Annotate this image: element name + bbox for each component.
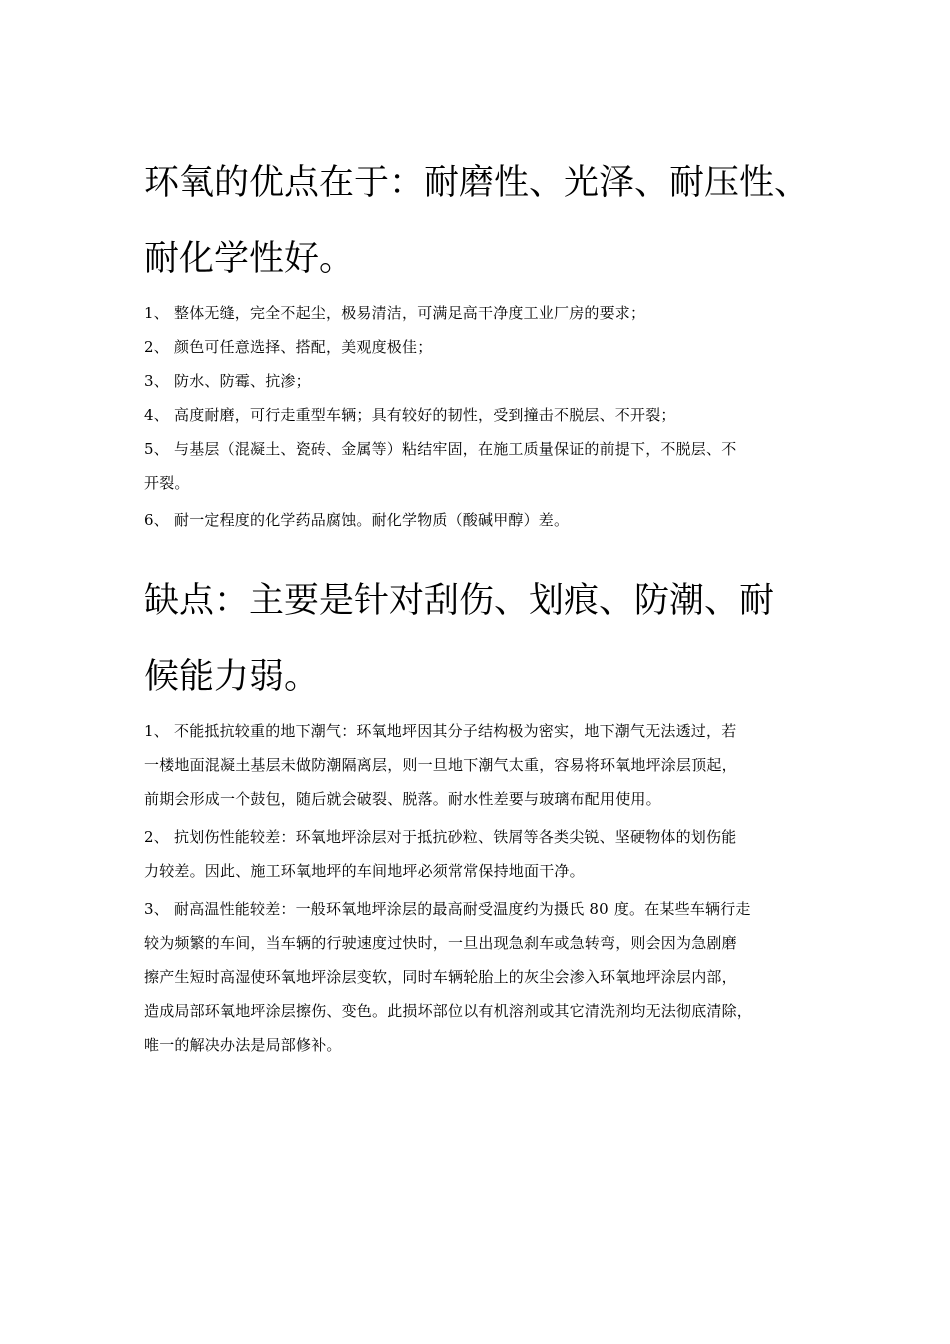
- item-number: 5、: [144, 440, 169, 458]
- item-text: 抗划伤性能较差：环氧地坪涂层对于抵抗砂粒、铁屑等各类尖锐、坚硬物体的划伤能: [174, 828, 737, 846]
- item-number: 1、: [144, 304, 169, 322]
- item-text: 不能抵抗较重的地下潮气：环氧地坪因其分子结构极为密实，地下潮气无法透过，若: [174, 722, 737, 740]
- item-text-continued: 一楼地面混凝土基层未做防潮隔离层，则一旦地下潮气太重，容易将环氧地坪涂层顶起，: [144, 756, 737, 774]
- item-text-continued: 造成局部环氧地坪涂层擦伤、变色。此损坏部位以有机溶剂或其它清洗剂均无法彻底清除，: [144, 1002, 753, 1020]
- item-text-continued: 开裂。: [144, 474, 190, 492]
- advantages-heading-line-1: 环氧的优点在于：耐磨性、光泽、耐压性、: [144, 163, 810, 203]
- advantage-item-3: [144, 364, 814, 398]
- disadvantage-item-3: [144, 892, 814, 1062]
- item-number: 4、: [144, 406, 169, 424]
- item-number: 6、: [144, 511, 169, 529]
- item-number: 2、: [144, 338, 169, 356]
- item-text-continued: 前期会形成一个鼓包，随后就会破裂、脱落。耐水性差要与玻璃布配用使用。: [144, 790, 661, 808]
- item-text-continued: 擦产生短时高湿使环氧地坪涂层变软，同时车辆轮胎上的灰尘会渗入环氧地坪涂层内部，: [144, 968, 737, 986]
- advantages-heading-line-2: 耐化学性好。: [144, 239, 355, 279]
- item-number: 2、: [144, 828, 169, 846]
- item-number: 3、: [144, 372, 169, 390]
- item-text-continued: 唯一的解决办法是局部修补。: [144, 1036, 342, 1054]
- disadvantages-heading-line-2: 候能力弱。: [144, 657, 320, 697]
- item-text: 耐一定程度的化学药品腐蚀。耐化学物质（酸碱甲醇）差。: [174, 511, 570, 529]
- advantage-item-5: [144, 432, 814, 500]
- item-number: 1、: [144, 722, 169, 740]
- item-text-continued: 较为频繁的车间，当车辆的行驶速度过快时，一旦出现急刹车或急转弯，则会因为急剧磨: [144, 934, 737, 952]
- advantage-item-2: [144, 330, 814, 364]
- item-text: 防水、防霉、抗渗；: [174, 372, 311, 390]
- disadvantage-item-2: [144, 820, 814, 888]
- item-text: 整体无缝，完全不起尘，极易清洁，可满足高干净度工业厂房的要求；: [174, 304, 646, 322]
- disadvantage-item-1: [144, 714, 814, 816]
- advantage-item-4: [144, 398, 814, 432]
- disadvantages-heading-line-1: 缺点：主要是针对刮伤、划痕、防潮、耐: [144, 581, 775, 621]
- advantage-item-6: [144, 503, 814, 537]
- item-text: 高度耐磨，可行走重型车辆；具有较好的韧性，受到撞击不脱层、不开裂；: [174, 406, 676, 424]
- item-text-continued: 力较差。因此、施工环氧地坪的车间地坪必须常常保持地面干净。: [144, 862, 585, 880]
- item-text: 与基层（混凝土、瓷砖、金属等）粘结牢固，在施工质量保证的前提下，不脱层、不: [174, 440, 737, 458]
- advantage-item-1: [144, 296, 814, 330]
- item-text: 颜色可任意选择、搭配，美观度极佳；: [174, 338, 433, 356]
- item-text: 耐高温性能较差：一般环氧地坪涂层的最高耐受温度约为摄氏 80 度。在某些车辆行走: [174, 900, 751, 918]
- item-number: 3、: [144, 900, 169, 918]
